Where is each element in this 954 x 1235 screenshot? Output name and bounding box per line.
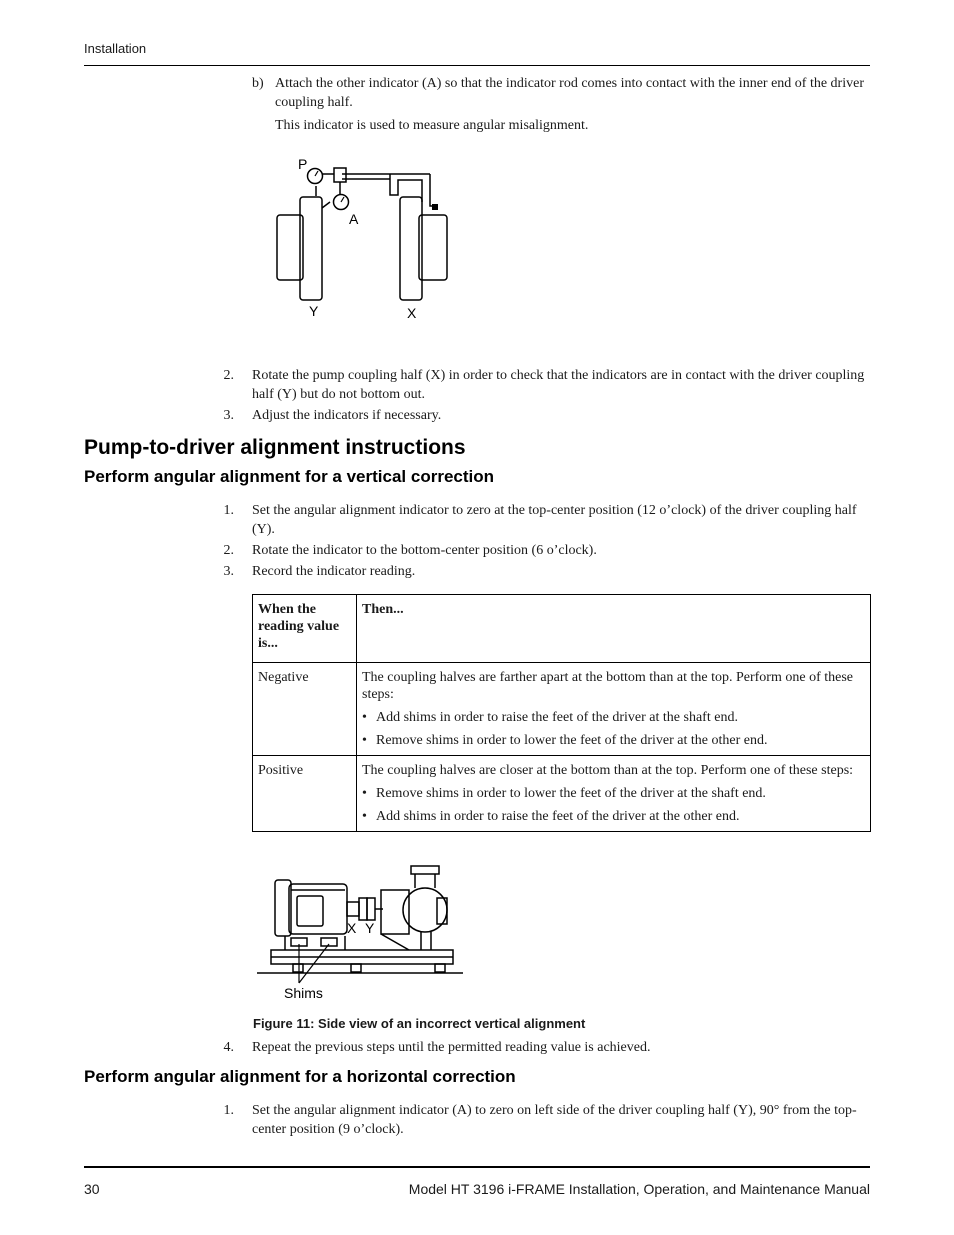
horizontal-subsection-title: Perform angular alignment for a horizontal correction (84, 1067, 516, 1086)
then-text: The coupling halves are farther apart at the bottom than at the top. Perform one of these steps: (362, 670, 853, 702)
step-number: 2. (223, 368, 234, 383)
section-title: Pump-to-driver alignment instructions (84, 436, 466, 459)
pump-hub (419, 215, 447, 280)
table-cell-when: Positive (253, 756, 357, 832)
step-b-marker: b) (252, 76, 264, 91)
header-rule (84, 65, 870, 66)
running-header: Installation (84, 41, 147, 56)
bullet-item: • Add shims in order to raise the feet of the driver at the shaft end. (362, 709, 865, 726)
table-cell-then (357, 756, 871, 832)
label-y: Y (309, 303, 319, 319)
step-text: Adjust the indicators if necessary. (252, 408, 442, 423)
indicator-setup-figure (260, 150, 480, 325)
step-text: Rotate the indicator to the bottom-center position (6 o’clock). (252, 543, 597, 558)
reading-value-table (252, 594, 871, 832)
label-x: X (407, 305, 417, 321)
step-number: 1. (223, 1103, 234, 1118)
bullet-item: • Remove shims in order to lower the feet of the driver at the shaft end. (362, 785, 865, 802)
label-p: P (298, 156, 308, 172)
step-text: Rotate the pump coupling half (X) in order to check that the indicators are in contact with the driver coupling half (Y) but do not bottom out. (252, 368, 865, 402)
pump-side-view-figure (255, 858, 467, 1006)
figure-caption: Figure 11: Side view of an incorrect vertical alignment (253, 1016, 586, 1031)
label-shims: Shims (284, 985, 323, 1001)
step-number: 3. (223, 408, 234, 423)
table-row (253, 663, 871, 756)
step-b-note: This indicator is used to measure angular misalignment. (275, 118, 589, 133)
label-x: X (347, 920, 357, 936)
step-number: 4. (223, 1040, 234, 1055)
step-number: 3. (223, 564, 234, 579)
then-text: The coupling halves are closer at the bottom than at the top. Perform one of these steps: (362, 763, 854, 778)
step-text: Record the indicator reading. (252, 564, 416, 579)
bullet-item: • Remove shims in order to lower the feet of the driver at the other end. (362, 732, 865, 749)
step-b-text: Attach the other indicator (A) so that the indicator rod comes into contact with the inner end of the driver coupling half. (275, 76, 864, 110)
step-text: Repeat the previous steps until the permitted reading value is achieved. (252, 1040, 651, 1055)
page-number: 30 (84, 1181, 100, 1197)
label-a: A (349, 211, 359, 227)
table-header-cell: Then... (357, 595, 871, 663)
table-header-row (253, 595, 871, 663)
vertical-subsection-title: Perform angular alignment for a vertical correction (84, 467, 495, 486)
table-cell-when: Negative (253, 663, 357, 756)
footer-rule (84, 1166, 870, 1168)
step-number: 2. (223, 543, 234, 558)
table-row (253, 756, 871, 832)
step-text: Set the angular alignment indicator to zero at the top-center position (12 o’clock) of the driver coupling half (Y). (252, 503, 857, 537)
step-text: Set the angular alignment indicator (A) to zero on left side of the driver coupling half (Y), 90° from the top-center position (9 o’clock). (252, 1103, 857, 1137)
table-cell-then (357, 663, 871, 756)
table-header-cell: When the reading value is... (253, 595, 357, 663)
driver-hub (277, 215, 303, 280)
footer-manual-title: Model HT 3196 i-FRAME Installation, Operation, and Maintenance Manual (408, 1181, 870, 1197)
step-number: 1. (223, 503, 234, 518)
bullet-item: • Add shims in order to raise the feet of the driver at the other end. (362, 808, 865, 825)
label-y: Y (365, 920, 375, 936)
